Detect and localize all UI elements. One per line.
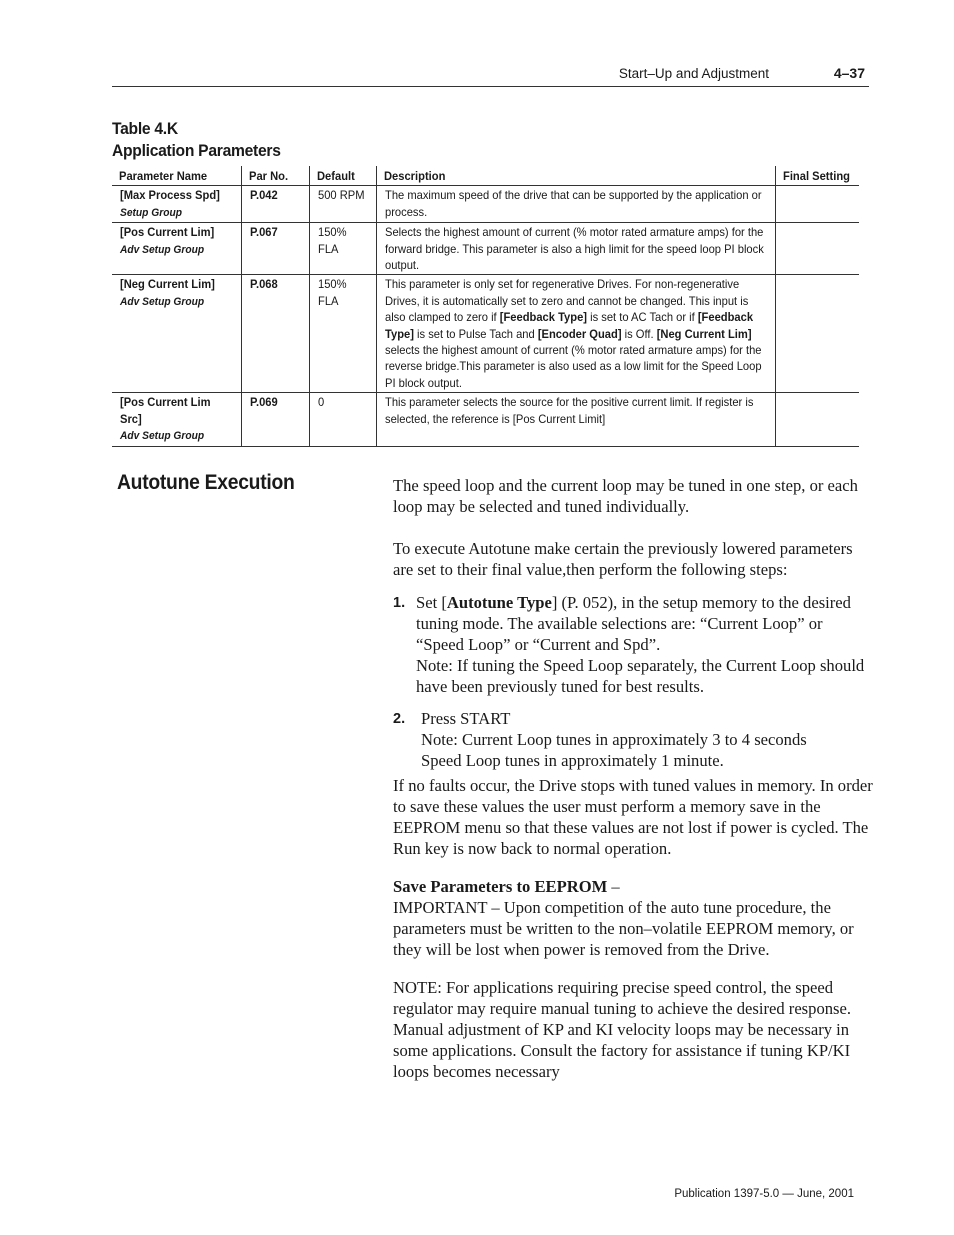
save-title: Save Parameters to EEPROM (393, 877, 608, 896)
column-header: Description (376, 166, 775, 186)
page-footer: Publication 1397-5.0 — June, 2001 (674, 1188, 854, 1200)
table-row (112, 186, 859, 223)
par-no-cell: P.067 (241, 223, 309, 275)
parameter-group: Setup Group (120, 206, 182, 219)
parameter-group: Adv Setup Group (120, 430, 205, 443)
final-setting-cell (775, 393, 859, 446)
parameter-name: [Neg Current Lim] (120, 277, 215, 292)
default-cell: 150% FLA (309, 223, 376, 275)
important-note: IMPORTANT – Upon competition of the auto tune procedure, the parameters must be written to the non–volatile EEPROM memory, or they will be lost when power is removed from the Drive. (393, 898, 854, 959)
step-note: Note: If tuning the Speed Loop separately, the Current Loop should have been previously tuned for best results. (416, 656, 865, 696)
intro-paragraph: The speed loop and the current loop may be tuned in one step, or each loop may be selected and tuned individually. (393, 476, 858, 516)
column-header: Final Setting (775, 166, 859, 186)
parameter-name-cell (112, 223, 241, 275)
column-header: Parameter Name (112, 166, 241, 186)
par-no-cell: P.069 (241, 393, 309, 446)
section-heading: Autotune Execution (117, 471, 295, 494)
default-cell: 0 (309, 393, 376, 446)
save-parameters-block: Save Parameters to EEPROM – IMPORTANT – Upon competition of the auto tune procedure, the parameters must be written to the non–volatile EEPROM memory, or they will be lost when power is removed from the Drive. (393, 876, 873, 960)
default-cell: 150% FLA (309, 275, 376, 393)
parameter-group: Adv Setup Group (120, 243, 205, 256)
parameter-name-cell (112, 393, 241, 446)
table-number: Table 4.K (112, 119, 178, 138)
table-header-row (112, 166, 859, 186)
note-paragraph: NOTE: For applications requiring precise speed control, the speed regulator may require manual tuning to achieve the desired response. Manual adjustment of KP and KI velocity loops may be necessary in some applications. Consult the factory for assistance if tuning KP/KI loops becomes necessary (393, 978, 852, 1081)
application-parameters-table (112, 166, 859, 447)
final-setting-cell (775, 223, 859, 275)
parameter-name-cell (112, 275, 241, 393)
table-row (112, 223, 859, 275)
description-cell: This parameter is only set for regenerative Drives. For non-regenerative Drives, it is automatically set to zero and cannot be changed. This input is also clamped to zero if [Feedback Type] is set to AC Tach or if [Feedback Type] is set to Pulse Tach and [Encoder Quad] is Off. [Neg Current Lim] selects the highest amount of current (% motor rated armature amps) for the reverse bridge.This parameter is also used as a low limit for the Speed Loop PI block output. (376, 275, 775, 393)
column-header: Default (309, 166, 376, 186)
par-no-cell: P.042 (241, 186, 309, 223)
final-setting-cell (775, 275, 859, 393)
table-caption (112, 118, 281, 162)
step-number: 1. (393, 595, 406, 611)
description-cell: Selects the highest amount of current (% motor rated armature amps) for the forward bridge. This parameter is also a high limit for the speed loop PI block output. (376, 223, 775, 275)
parameter-group: Adv Setup Group (120, 295, 205, 308)
parameter-name: [Pos Current Lim] (120, 225, 215, 240)
table-row (112, 393, 859, 446)
description-cell: The maximum speed of the drive that can be supported by the application or process. (376, 186, 775, 223)
final-setting-cell (775, 186, 859, 223)
steps-intro-paragraph: To execute Autotune make certain the previously lowered parameters are set to their final value,then perform the following steps: (393, 539, 853, 579)
section-title: Start–Up and Adjustment (618, 66, 769, 81)
parameter-name-cell (112, 186, 241, 223)
page-number: 4–37 (833, 65, 865, 81)
table-title: Application Parameters (112, 141, 281, 160)
page-header (112, 64, 869, 87)
column-header: Par No. (241, 166, 309, 186)
step-2: 2. Press START Note: Current Loop tunes in approximately 3 to 4 seconds Speed Loop tunes in approximately 1 minute. (393, 709, 807, 770)
table-row (112, 275, 859, 393)
par-no-cell: P.068 (241, 275, 309, 393)
result-paragraph: If no faults occur, the Drive stops with tuned values in memory. In order to save these values the user must perform a memory save in the EEPROM menu so that these values are not lost if power is cycled. The Run key is now back to normal operation. (393, 776, 873, 858)
description-cell: This parameter selects the source for the positive current limit. If register is selected, the reference is [Pos Current Limit] (376, 393, 775, 446)
step-1: 1. Set [Autotune Type] (P. 052), in the setup memory to the desired tuning mode. The available selections are: “Current Loop” or “Speed Loop” or “Current and Spd”. Note: If tuning the Speed Loop separately, the Current Loop should have been previously tuned for best results. (393, 593, 865, 696)
parameter-name: [Max Process Spd] (120, 188, 220, 203)
step-number: 2. (393, 711, 406, 727)
parameter-name: [Pos Current Lim Src] (120, 395, 211, 426)
default-cell: 500 RPM (309, 186, 376, 223)
